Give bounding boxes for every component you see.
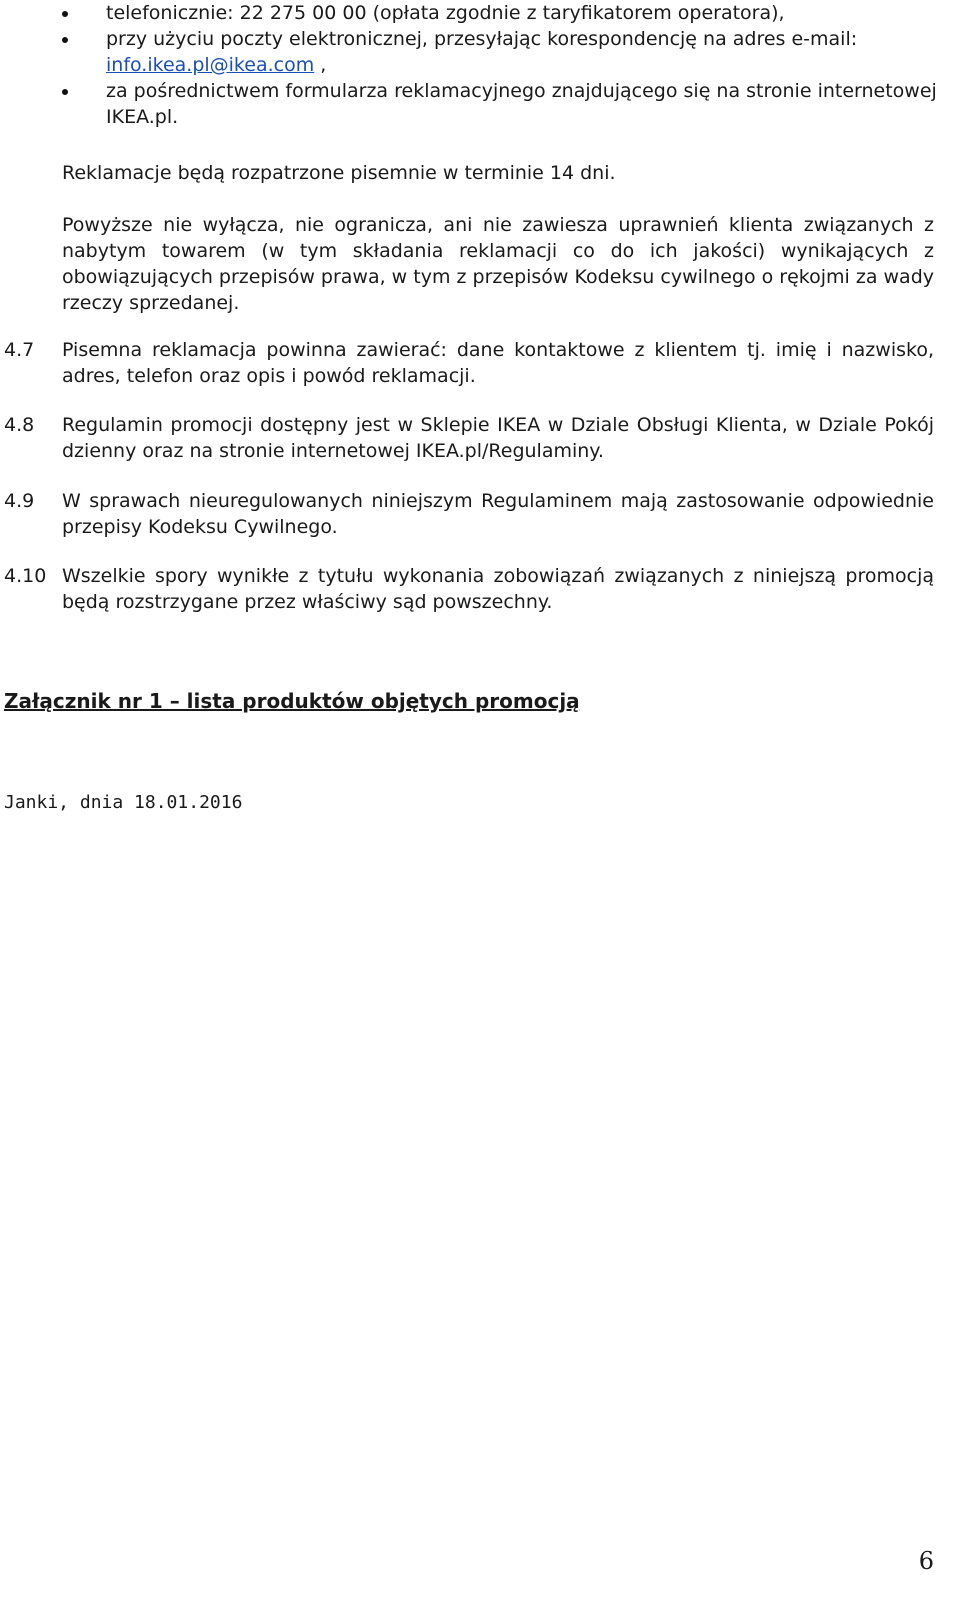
- section-number: 4.8: [4, 414, 35, 436]
- section-4-9: [4, 488, 934, 540]
- bullet-text: telefonicznie: 22 275 00 00 (opłata zgodnie z taryfikatorem operatora),: [106, 2, 785, 24]
- bullet-icon: [62, 89, 68, 95]
- section-number: 4.10: [4, 565, 47, 587]
- section-text: Regulamin promocji dostępny jest w Sklepie IKEA w Dziale Obsługi Klienta, w Dziale Pokój dzienny oraz na stronie internetowej IKEA.pl/Regulaminy.: [62, 414, 934, 462]
- list-item: [62, 0, 942, 26]
- section-text: Wszelkie spory wynikłe z tytułu wykonania zobowiązań związanych z niniejszą promocją będą rozstrzygane przez właściwy sąd powszechny.: [62, 565, 934, 613]
- section-4-10: [4, 563, 934, 615]
- section-number: 4.7: [4, 339, 35, 361]
- contact-methods-list: [62, 0, 942, 130]
- bullet-icon: [62, 37, 68, 43]
- date-line: Janki, dnia 18.01.2016: [4, 792, 243, 813]
- email-link[interactable]: info.ikea.pl@ikea.com: [106, 54, 315, 76]
- list-item: [62, 26, 942, 78]
- complaint-note: Reklamacje będą rozpatrzone pisemnie w terminie 14 dni.: [62, 162, 616, 184]
- section-number: 4.9: [4, 490, 35, 512]
- list-item: [62, 78, 942, 130]
- attachment-heading: Załącznik nr 1 – lista produktów objętych promocją: [4, 689, 580, 713]
- section-text: Pisemna reklamacja powinna zawierać: dane kontaktowe z klientem tj. imię i nazwisko, adres, telefon oraz opis i powód reklamacji.: [62, 339, 934, 387]
- section-4-8: [4, 412, 934, 464]
- bullet-text: za pośrednictwem formularza reklamacyjnego znajdującego się na stronie internetowej IKEA.pl.: [106, 80, 937, 128]
- rights-note: Powyższe nie wyłącza, nie ogranicza, ani nie zawiesza uprawnień klienta związanych z nabytym towarem (w tym składania reklamacji co do ich jakości) wynikających z obowiązujących przepisów prawa, w tym z przepisów Kodeksu cywilnego o rękojmi za wady rzeczy sprzedanej.: [62, 214, 934, 314]
- section-text: W sprawach nieuregulowanych niniejszym Regulaminem mają zastosowanie odpowiednie przepisy Kodeksu Cywilnego.: [62, 490, 934, 538]
- page-number: 6: [918, 1547, 934, 1575]
- section-4-7: [4, 337, 934, 389]
- bullet-text: przy użyciu poczty elektronicznej, przesyłając korespondencję na adres e-mail:: [106, 28, 858, 50]
- bullet-suffix: ,: [314, 54, 327, 76]
- bullet-icon: [62, 11, 68, 17]
